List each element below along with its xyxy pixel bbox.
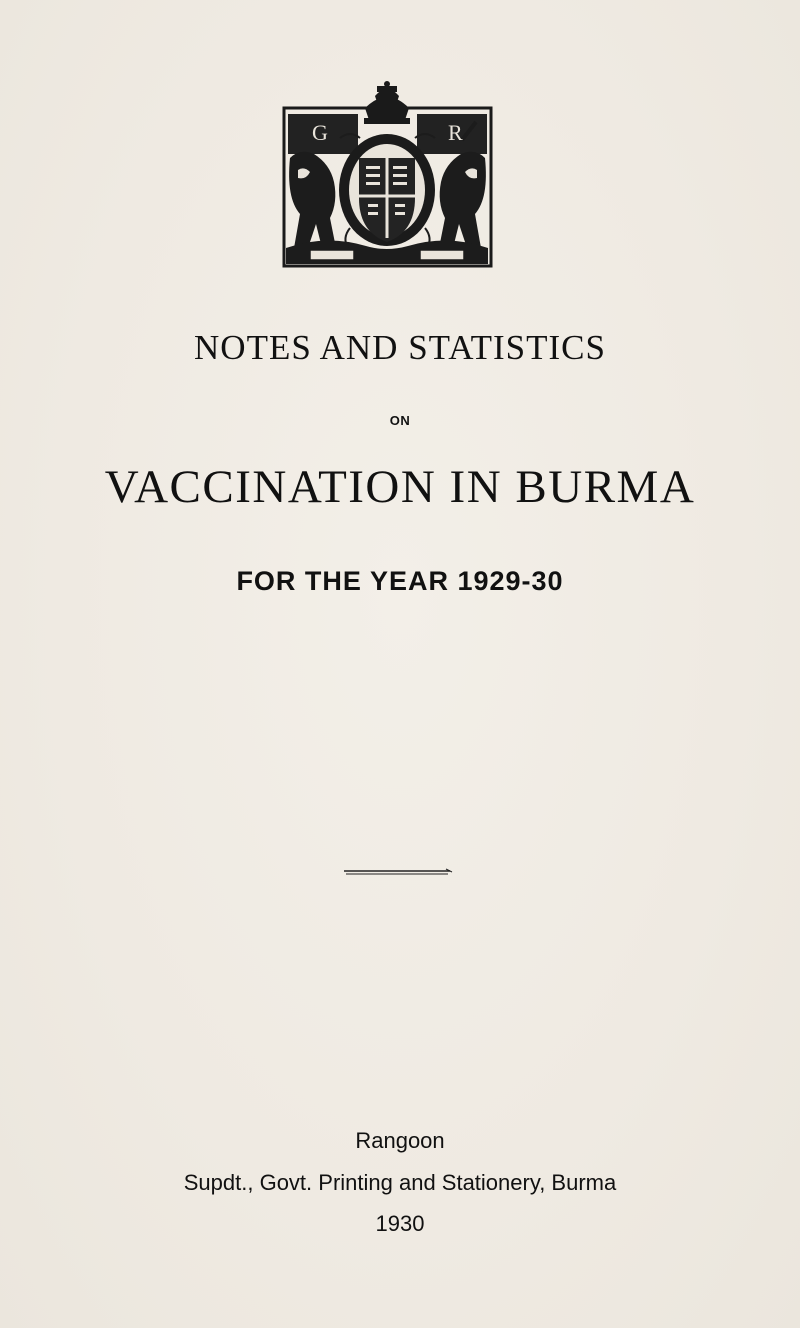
decorative-rule: [342, 867, 454, 877]
heading-notes-and-statistics: NOTES AND STATISTICS: [194, 328, 606, 367]
svg-text:G: G: [312, 120, 328, 145]
svg-text:R: R: [448, 120, 463, 145]
royal-coat-of-arms-emblem: [280, 78, 495, 270]
imprint-place: Rangoon: [355, 1128, 445, 1153]
imprint-printer: Supdt., Govt. Printing and Stationery, Burma: [183, 1170, 617, 1195]
heading-vaccination-in-burma: VACCINATION IN BURMA: [104, 461, 696, 513]
imprint-year: 1930: [375, 1211, 425, 1236]
report-period: FOR THE YEAR 1929-30: [236, 566, 564, 596]
heading-connector-on: ON: [389, 413, 411, 428]
